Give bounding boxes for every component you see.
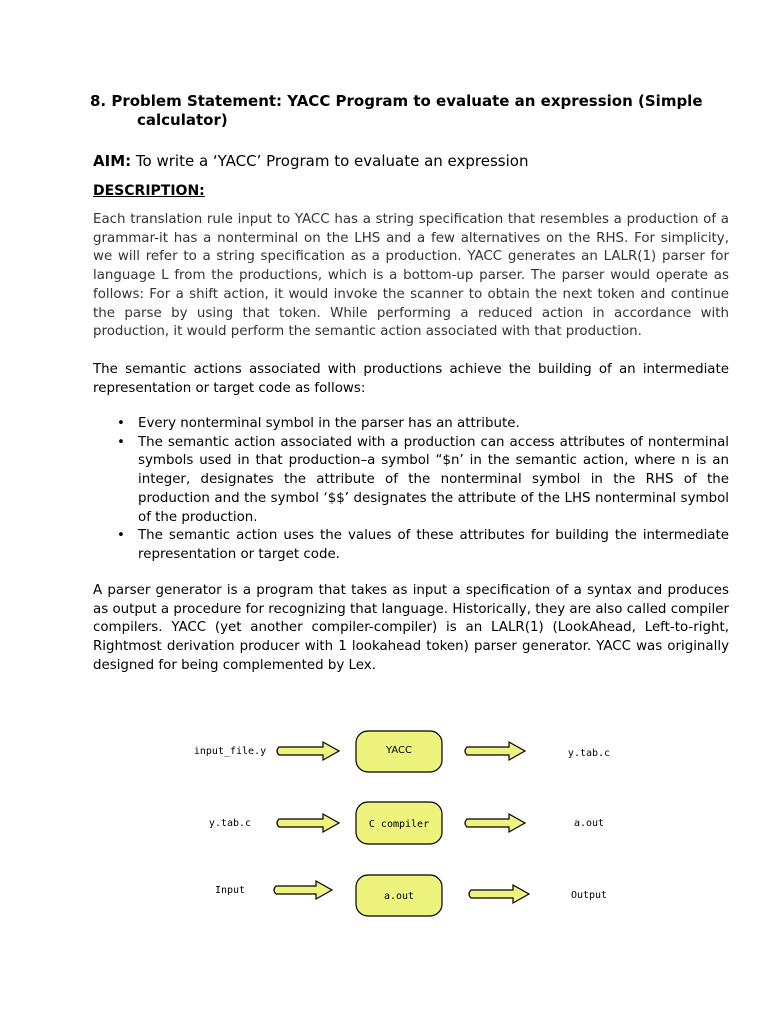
row1-input-arrow (277, 742, 339, 760)
description-paragraph-1: Each translation rule input to YACC has a string specification that resembles a production of a grammar-it has a nonterminal on the LHS and a few alternatives on the RHS. For simplicity, we will refer to a string specification as a production. YACC generates an LALR(1) parser for language L from the productions, which is a bottom-up parser. The parser would operate as follows: For a shift action, it would invoke the scanner to obtain the next token and continue the parse by using that token. While performing a reduced action in accordance with production, it would perform the semantic action associated with that production. (93, 212, 729, 340)
c-compiler-box-label: C compiler (368, 819, 430, 830)
row2-output-label: a.out (573, 818, 605, 829)
row3-input-label: Input (214, 885, 246, 896)
a-out-box-label: a.out (383, 891, 415, 902)
description-paragraph-2: The semantic actions associated with productions achieve the building of an intermediate representation or target code as follows: (93, 362, 729, 396)
heading-line-1: 8. Problem Statement: YACC Program to evaluate an expression (Simple (90, 92, 703, 110)
list-item: • Every nonterminal symbol in the parser has an attribute. (138, 415, 729, 434)
row2-input-label: y.tab.c (208, 818, 252, 829)
yacc-box-label: YACC (386, 745, 412, 756)
list-item: • The semantic action associated with a production can access attributes of nonterminal symbols used in that production–a symbol “$n’ in the semantic action, where n is an integer, designates the attribute of the nonterminal symbol in the RHS of the production and the symbol ‘$$’ designates the attribute of the LHS nonterminal symbol of the production. (138, 434, 729, 528)
row1-output-label: y.tab.c (567, 748, 611, 759)
row3-output-arrow (469, 885, 529, 903)
row2-output-arrow (465, 814, 525, 832)
row3-input-arrow (274, 881, 332, 899)
row2-input-arrow (277, 814, 339, 832)
row1-input-label: input_file.y (193, 746, 267, 757)
parser-generator-paragraph: A parser generator is a program that takes as input a specification of a syntax and produces as output a procedure for recognizing that language. Historically, they are also called compiler compilers. YACC (yet another compiler-compiler) is an LALR(1) (LookAhead, Left-to-right, Rightmost derivation producer with 1 lookahead token) parser generator. YACC was originally designed for being complemented by Lex. (93, 583, 729, 673)
row3-output-label: Output (570, 890, 608, 901)
aim-text: To write a ‘YACC’ Program to evaluate an expression (135, 152, 529, 170)
row1-output-arrow (465, 742, 525, 760)
list-item: • The semantic action uses the values of these attributes for building the intermediate representation or target code. (138, 527, 729, 564)
aim-label: AIM: (93, 152, 132, 170)
heading-line-2: calculator) (137, 111, 228, 129)
description-title: DESCRIPTION: (93, 183, 205, 199)
